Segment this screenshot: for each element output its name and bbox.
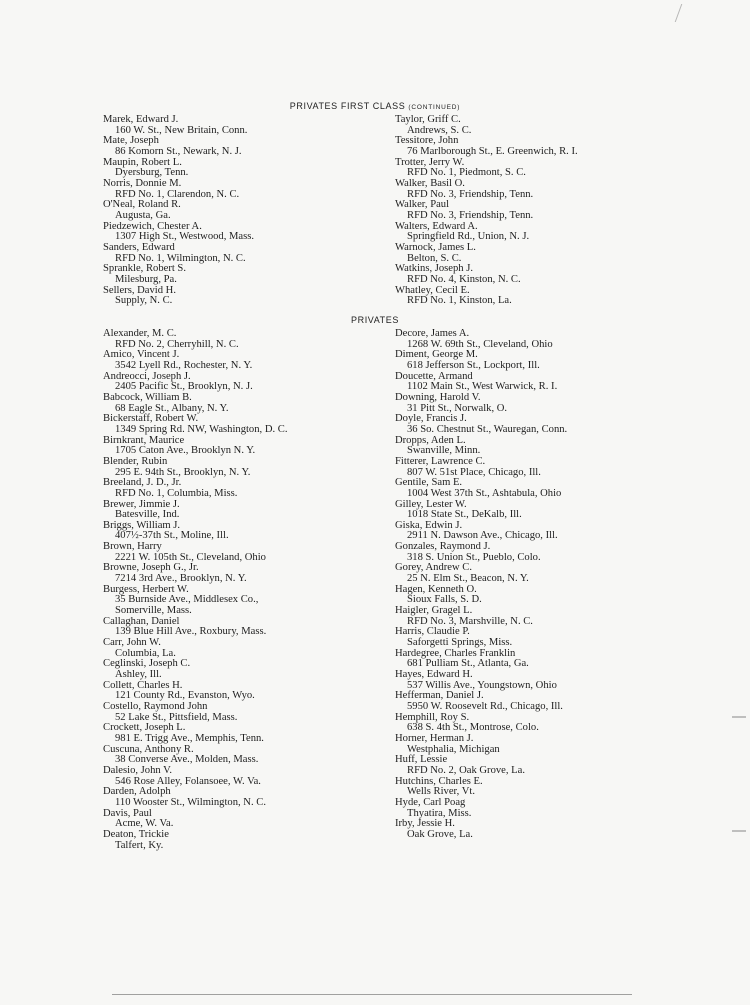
soldier-name: Collett, Charles H. [103, 679, 183, 691]
roster-entry [395, 372, 567, 393]
soldier-address: 76 Marlborough St., E. Greenwich, R. I. [407, 145, 578, 157]
roster-entry [103, 350, 287, 371]
soldier-name: Taylor, Griff C. [395, 114, 461, 125]
soldier-name: Giska, Edwin J. [395, 519, 463, 531]
soldier-address: Acme, W. Va. [115, 818, 174, 830]
roster-entry [395, 158, 578, 179]
page-bottom-rule [112, 994, 632, 995]
roster-entry [395, 734, 567, 755]
soldier-address: 1102 Main St., West Warwick, R. I. [407, 381, 558, 393]
soldier-address: 1268 W. 69th St., Cleveland, Ohio [407, 338, 553, 350]
roster-entry [395, 713, 567, 734]
section-heading-privates [0, 315, 750, 325]
soldier-address: 35 Burnside Ave., Middlesex Co., [115, 594, 259, 606]
soldier-address: Columbia, La. [115, 647, 176, 659]
roster-entry [103, 723, 287, 744]
soldier-address: 36 So. Chestnut St., Wauregan, Conn. [407, 423, 568, 435]
soldier-name: Hutchins, Charles E. [395, 775, 483, 787]
soldier-name: Burgess, Herbert W. [103, 583, 189, 595]
soldier-name: Blender, Rubin [103, 455, 168, 467]
soldier-name: Brewer, Jimmie J. [103, 498, 180, 510]
privates-right-column [395, 329, 567, 841]
soldier-name: Doucette, Armand [395, 370, 473, 382]
soldier-address: 2221 W. 105th St., Cleveland, Ohio [115, 551, 266, 563]
soldier-address: RFD No. 1, Wilmington, N. C. [115, 252, 246, 264]
roster-entry [103, 115, 254, 136]
soldier-address: Swanville, Minn. [407, 445, 481, 457]
roster-entry [395, 670, 567, 691]
roster-entry [103, 414, 287, 435]
soldier-address: 31 Pitt St., Norwalk, O. [407, 402, 508, 414]
roster-entry [103, 329, 287, 350]
soldier-name: Diment, George M. [395, 349, 478, 361]
soldier-name: Alexander, M. C. [103, 328, 177, 339]
soldier-address: Ashley, Ill. [115, 669, 162, 680]
roster-entry [103, 243, 254, 264]
soldier-name: Huff, Lessie [395, 754, 448, 766]
soldier-name: Hemphill, Roy S. [395, 711, 470, 723]
soldier-name: Harris, Claudie P. [395, 626, 470, 638]
roster-entry [103, 372, 287, 393]
soldier-name: Decore, James A. [395, 328, 470, 339]
soldier-address: 681 Pulliam St., Atlanta, Ga. [407, 658, 529, 670]
roster-entry [103, 563, 287, 584]
soldier-address: 121 County Rd., Evanston, Wyo. [115, 690, 255, 702]
soldier-name: Callaghan, Daniel [103, 615, 180, 627]
soldier-address: 546 Rose Alley, Folansoee, W. Va. [115, 775, 261, 787]
soldier-address: 537 Willis Ave., Youngstown, Ohio [407, 679, 557, 691]
roster-entry [395, 542, 567, 563]
soldier-address: RFD No. 3, Friendship, Tenn. [407, 209, 534, 221]
soldier-name: Haigler, Gragel L. [395, 605, 473, 617]
roster-entry [103, 681, 287, 702]
soldier-address: Somerville, Mass. [115, 605, 192, 617]
soldier-address: Saforgetti Springs, Miss. [407, 637, 513, 649]
roster-entry [395, 329, 567, 350]
soldier-name: Darden, Adolph [103, 786, 171, 798]
page-edge-mark [675, 4, 699, 22]
roster-entry [395, 500, 567, 521]
soldier-name: Browne, Joseph G., Jr. [103, 562, 199, 574]
soldier-name: Marek, Edward J. [103, 114, 179, 125]
roster-entry [103, 136, 254, 157]
roster-entry [395, 179, 578, 200]
roster-entry [395, 436, 567, 457]
soldier-address: 110 Wooster St., Wilmington, N. C. [115, 796, 266, 808]
soldier-address: 3542 Lyell Rd., Rochester, N. Y. [115, 359, 253, 371]
soldier-name: Breeland, J. D., Jr. [103, 477, 182, 489]
roster-entry [395, 755, 567, 776]
soldier-address: 7214 3rd Ave., Brooklyn, N. Y. [115, 573, 247, 585]
roster-entry [395, 350, 567, 371]
roster-entry [395, 136, 578, 157]
roster-entry [395, 478, 567, 499]
roster-entry [395, 414, 567, 435]
roster-entry [103, 745, 287, 766]
soldier-address: 1349 Spring Rd. NW, Washington, D. C. [115, 423, 288, 435]
soldier-name: Warnock, James L. [395, 241, 476, 253]
soldier-name: Andreocci, Joseph J. [103, 370, 191, 382]
roster-entry [395, 457, 567, 478]
roster-entry [103, 200, 254, 221]
soldier-name: Hyde, Carl Poag [395, 796, 466, 808]
soldier-address: Batesville, Ind. [115, 509, 180, 521]
roster-entry [395, 521, 567, 542]
pfc-right-column [395, 115, 578, 307]
roster-entry [103, 702, 287, 723]
soldier-address: Sioux Falls, S. D. [407, 594, 482, 606]
soldier-name: Hefferman, Daniel J. [395, 690, 484, 702]
soldier-address: Wells River, Vt. [407, 786, 475, 798]
soldier-name: Gilley, Lester W. [395, 498, 467, 510]
roster-entry [103, 158, 254, 179]
soldier-address: 38 Converse Ave., Molden, Mass. [115, 754, 259, 766]
roster-entry [395, 264, 578, 285]
roster-entry [103, 500, 287, 521]
roster-entry [395, 819, 567, 840]
scan-smudge [732, 716, 746, 718]
roster-entry [395, 649, 567, 670]
soldier-address: 295 E. 94th St., Brooklyn, N. Y. [115, 466, 251, 478]
soldier-address: 2911 N. Dawson Ave., Chicago, Ill. [407, 530, 558, 542]
roster-entry [103, 393, 287, 414]
soldier-name: Sprankle, Robert S. [103, 263, 186, 275]
roster-entry [395, 393, 567, 414]
soldier-name: Amico, Vincent J. [103, 349, 180, 361]
soldier-address: Oak Grove, La. [407, 828, 473, 840]
roster-entry [395, 798, 567, 819]
soldier-name: Crockett, Joseph L. [103, 722, 186, 734]
soldier-address: 52 Lake St., Pittsfield, Mass. [115, 711, 238, 723]
soldier-name: Gentile, Sam E. [395, 477, 463, 489]
roster-entry [103, 787, 287, 808]
roster-entry [103, 286, 254, 307]
soldier-name: Fitterer, Lawrence C. [395, 455, 486, 467]
soldier-name: Tessitore, John [395, 135, 459, 147]
soldier-address: RFD No. 3, Marshville, N. C. [407, 615, 533, 627]
roster-entry [395, 286, 578, 307]
soldier-address: RFD No. 4, Kinston, N. C. [407, 273, 521, 285]
soldier-address: 618 Jefferson St., Lockport, Ill. [407, 359, 540, 371]
soldier-address: 638 S. 4th St., Montrose, Colo. [407, 722, 539, 734]
soldier-address: 160 W. St., New Britain, Conn. [115, 124, 248, 136]
roster-entry [395, 691, 567, 712]
soldier-address: Augusta, Ga. [115, 209, 171, 221]
soldier-address: RFD No. 2, Oak Grove, La. [407, 764, 525, 776]
soldier-address: 1705 Caton Ave., Brooklyn N. Y. [115, 445, 256, 457]
roster-entry [103, 638, 287, 659]
soldier-address: RFD No. 3, Friendship, Tenn. [407, 188, 534, 200]
soldier-name: Maupin, Robert L. [103, 156, 182, 168]
soldier-name: Downing, Harold V. [395, 391, 481, 403]
soldier-name: Piedzewich, Chester A. [103, 220, 202, 232]
soldier-address: RFD No. 1, Clarendon, N. C. [115, 188, 240, 200]
soldier-address: 5950 W. Roosevelt Rd., Chicago, Ill. [407, 700, 563, 712]
soldier-name: Davis, Paul [103, 807, 152, 819]
roster-entry [395, 563, 567, 584]
soldier-name: O'Neal, Roland R. [103, 199, 181, 211]
soldier-name: Briggs, William J. [103, 519, 181, 531]
soldier-address: 139 Blue Hill Ave., Roxbury, Mass. [115, 626, 267, 638]
soldier-address: 2405 Pacific St., Brooklyn, N. J. [115, 381, 253, 393]
soldier-address: Milesburg, Pa. [115, 273, 177, 285]
soldier-name: Brown, Harry [103, 541, 162, 553]
soldier-address: Thyatira, Miss. [407, 807, 472, 819]
soldier-address: 318 S. Union St., Pueblo, Colo. [407, 551, 541, 563]
section-subtitle: (CONTINUED) [408, 104, 461, 111]
soldier-name: Norris, Donnie M. [103, 177, 182, 189]
soldier-name: Sanders, Edward [103, 241, 175, 253]
scan-smudge [732, 830, 746, 832]
roster-entry [395, 115, 578, 136]
soldier-address: Dyersburg, Tenn. [115, 167, 189, 179]
soldier-name: Doyle, Francis J. [395, 413, 467, 425]
roster-entry [103, 766, 287, 787]
roster-entry [395, 222, 578, 243]
soldier-name: Birnkrant, Maurice [103, 434, 185, 446]
roster-entry [395, 606, 567, 627]
soldier-address: 807 W. 51st Place, Chicago, Ill. [407, 466, 541, 478]
soldier-name: Walker, Paul [395, 199, 450, 211]
roster-entry [103, 521, 287, 542]
roster-entry [395, 585, 567, 606]
soldier-address: RFD No. 1, Kinston, La. [407, 295, 512, 307]
soldier-name: Watkins, Joseph J. [395, 263, 474, 275]
soldier-name: Mate, Joseph [103, 135, 159, 147]
soldier-address: Springfield Rd., Union, N. J. [407, 231, 530, 243]
roster-entry [395, 243, 578, 264]
soldier-name: Trotter, Jerry W. [395, 156, 465, 168]
soldier-address: Andrews, S. C. [407, 124, 472, 136]
soldier-address: Westphalia, Michigan [407, 743, 500, 755]
roster-entry [103, 179, 254, 200]
soldier-name: Babcock, William B. [103, 391, 192, 403]
soldier-name: Deaton, Trickie [103, 828, 169, 840]
soldier-name: Dalesio, John V. [103, 764, 173, 776]
soldier-address: Supply, N. C. [115, 295, 173, 307]
roster-entry [103, 436, 287, 457]
soldier-name: Irby, Jessie H. [395, 818, 455, 830]
soldier-address: 1004 West 37th St., Ashtabula, Ohio [407, 487, 562, 499]
soldier-address: 68 Eagle St., Albany, N. Y. [115, 402, 229, 414]
soldier-address: 1018 State St., DeKalb, Ill. [407, 509, 522, 521]
roster-entry [395, 777, 567, 798]
soldier-name: Gorey, Andrew C. [395, 562, 472, 574]
soldier-name: Walker, Basil O. [395, 177, 465, 189]
soldier-name: Costello, Raymond John [103, 700, 208, 712]
soldier-address: 86 Komorn St., Newark, N. J. [115, 145, 242, 157]
soldier-name: Hardegree, Charles Franklin [395, 647, 516, 659]
soldier-name: Gonzales, Raymond J. [395, 541, 491, 553]
soldier-name: Carr, John W. [103, 637, 161, 649]
roster-entry [395, 200, 578, 221]
soldier-address: RFD No. 2, Cherryhill, N. C. [115, 338, 239, 350]
soldier-name: Dropps, Aden L. [395, 434, 466, 446]
soldier-name: Whatley, Cecil E. [395, 284, 470, 296]
soldier-address: RFD No. 1, Columbia, Miss. [115, 487, 238, 499]
soldier-name: Hagen, Kenneth O. [395, 583, 477, 595]
roster-entry [103, 264, 254, 285]
soldier-address: 25 N. Elm St., Beacon, N. Y. [407, 573, 529, 585]
section-heading-pfc [0, 101, 750, 111]
roster-entry [103, 542, 287, 563]
soldier-address: Talfert, Ky. [115, 839, 164, 851]
soldier-name: Cuscuna, Anthony R. [103, 743, 194, 755]
section-title: PRIVATES FIRST CLASS [289, 101, 406, 111]
roster-entry [103, 457, 287, 478]
soldier-address: 981 E. Trigg Ave., Memphis, Tenn. [115, 732, 264, 744]
soldier-name: Sellers, David H. [103, 284, 176, 296]
soldier-name: Walters, Edward A. [395, 220, 478, 232]
privates-left-column [103, 329, 287, 851]
roster-entry [395, 627, 567, 648]
roster-entry [103, 585, 287, 617]
roster-entry [103, 830, 287, 851]
soldier-address: RFD No. 1, Piedmont, S. C. [407, 167, 526, 179]
soldier-name: Hayes, Edward H. [395, 669, 473, 680]
roster-entry [103, 478, 287, 499]
soldier-name: Ceglinski, Joseph C. [103, 658, 191, 670]
soldier-address: Belton, S. C. [407, 252, 462, 264]
section-title: PRIVATES [351, 315, 399, 325]
soldier-name: Bickerstaff, Robert W. [103, 413, 199, 425]
soldier-name: Horner, Herman J. [395, 732, 474, 744]
pfc-left-column [103, 115, 254, 307]
soldier-address: 407½-37th St., Moline, Ill. [115, 530, 229, 542]
soldier-address: 1307 High St., Westwood, Mass. [115, 231, 255, 243]
roster-entry [103, 809, 287, 830]
roster-entry [103, 222, 254, 243]
roster-entry [103, 617, 287, 638]
roster-entry [103, 659, 287, 680]
